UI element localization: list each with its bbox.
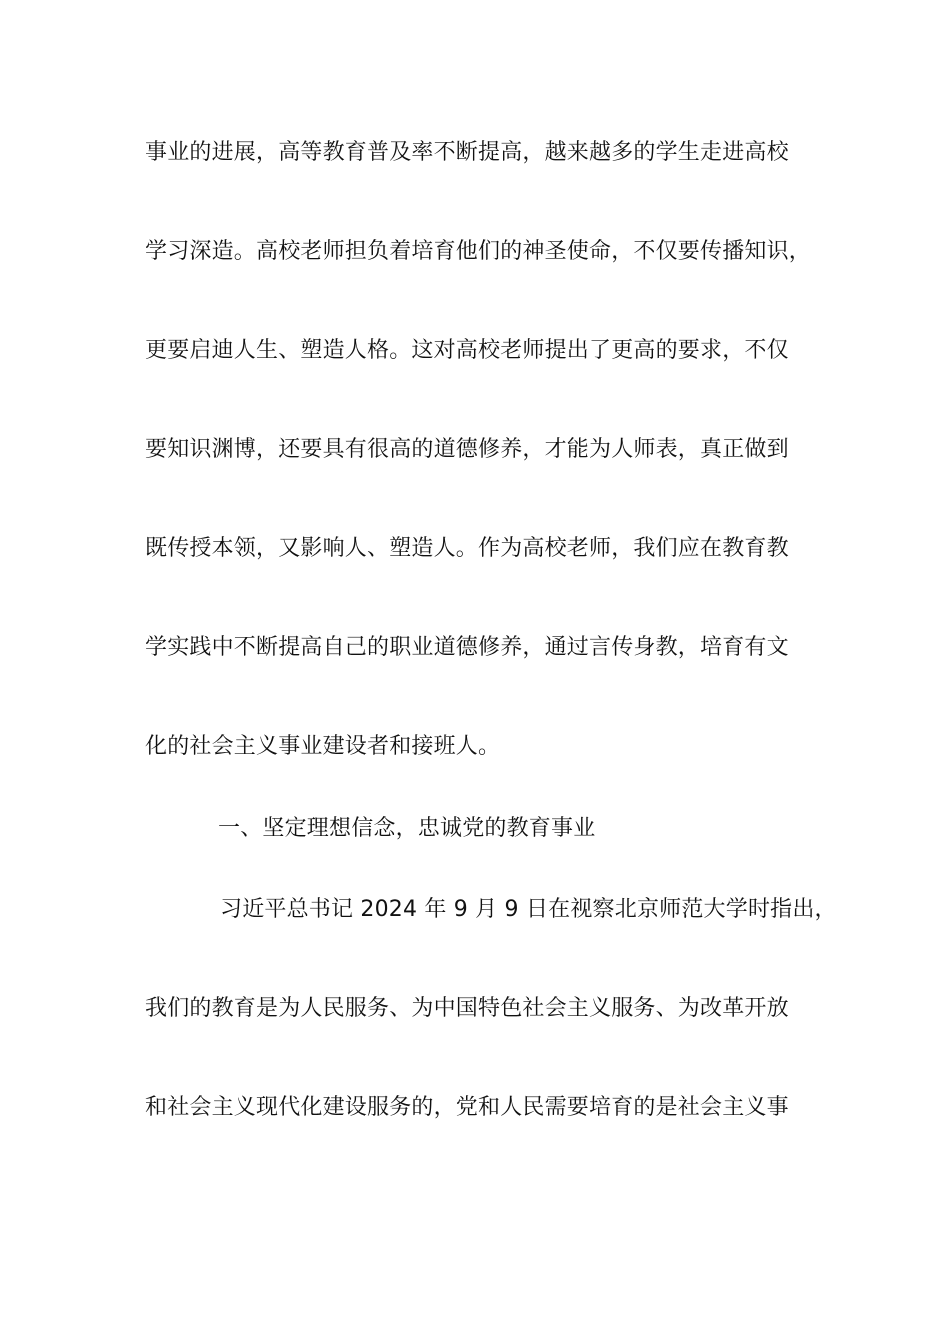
section-heading: 一、坚定理想信念，忠诚党的教育事业: [218, 816, 596, 841]
text-line: 既传授本领，又影响人、塑造人。作为高校老师，我们应在教育教: [145, 536, 789, 561]
text-line: 化的社会主义事业建设者和接班人。: [145, 734, 501, 759]
text-line: 要知识渊博，还要具有很高的道德修养，才能为人师表，真正做到: [145, 437, 789, 462]
text-line: 习近平总书记 2024 年 9 月 9 日在视察北京师范大学时指出，: [220, 897, 837, 922]
text-line: 更要启迪人生、塑造人格。这对高校老师提出了更高的要求，不仅: [145, 338, 789, 363]
text-line: 事业的进展，高等教育普及率不断提高，越来越多的学生走进高校: [145, 140, 789, 165]
text-line: 和社会主义现代化建设服务的，党和人民需要培育的是社会主义事: [145, 1095, 789, 1120]
text-line: 学实践中不断提高自己的职业道德修养，通过言传身教，培育有文: [145, 635, 789, 660]
text-line: 我们的教育是为人民服务、为中国特色社会主义服务、为改革开放: [145, 996, 789, 1021]
text-line: 学习深造。高校老师担负着培育他们的神圣使命，不仅要传播知识，: [145, 239, 812, 264]
